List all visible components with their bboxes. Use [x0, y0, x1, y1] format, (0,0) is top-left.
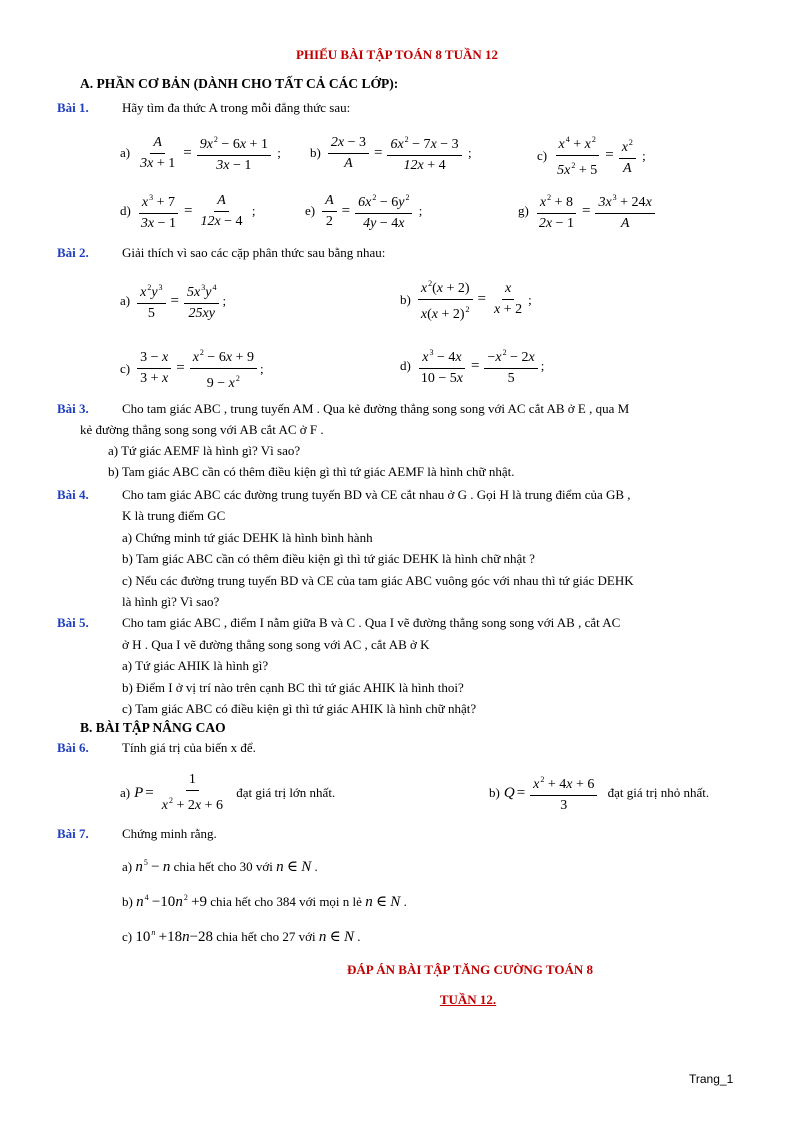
answer-heading: ĐÁP ÁN BÀI TẬP TĂNG CƯỜNG TOÁN 8 — [347, 962, 593, 977]
bai7-c: c) 10n +18n−28 chia hết cho 27 với n ∈ N . — [122, 928, 361, 945]
bai7-c-text: chia hết cho 27 với — [216, 929, 316, 944]
bai5-b: b) Điểm I ở vị trí nào trên cạnh BC thì tứ giác AHIK là hình thoi? — [122, 680, 464, 695]
bai7-b: b) n4 −10n2 +9 chia hết cho 384 với mọi n lẻ n ∈ N . — [122, 893, 407, 910]
bai3-line2: kẻ đường thẳng song song với AB cắt AC ở F . — [80, 422, 324, 437]
bai5-a: a) Tứ giác AHIK là hình gì? — [122, 658, 269, 673]
bai3-b: b) Tam giác ABC cần có thêm điều kiện gì thì tứ giác AEMF là hình chữ nhật. — [108, 464, 515, 479]
bai1-eq-c: c) $\frac{x4 + x2}{5x2 + 5}$ = $\frac{x2}{A}$ ; — [537, 132, 650, 179]
bai2-eq-c: c) $\frac{3 - x}{3 + x}$ = $\frac{x2 - 6x + 9}{9 - x2}$ ; — [120, 345, 268, 392]
bai3-a: a) Tứ giác AEMF là hình gì? Vì sao? — [108, 443, 301, 458]
bai5-line2: ở H . Qua I vẽ đường thẳng song song với AC , cắt AB ở K — [122, 637, 430, 652]
bai4-label: Bài 4. — [57, 487, 89, 502]
bai1-eq-e: e) $\frac{A}{2}$ = $\frac{6x2 - 6y2}{4y - 4x}$ ; — [305, 190, 426, 232]
bai4-line1: Cho tam giác ABC các đường trung tuyến BD và CE cắt nhau ở G . Gọi H là trung điểm của GB , — [122, 487, 631, 502]
bai2-eq-b: b) $\frac{x2(x + 2)}{x(x + 2)2}$ = $\frac{x}{x + 2}$ ; — [400, 276, 536, 323]
bai4-a: a) Chứng minh tứ giác DEHK là hình bình hành — [122, 530, 373, 545]
bai7-b-text: chia hết cho 384 với mọi n lẻ — [210, 894, 362, 909]
section-b-heading: B. BÀI TẬP NÂNG CAO — [80, 720, 226, 735]
section-a-heading: A. PHẦN CƠ BẢN (DÀNH CHO TẤT CẢ CÁC LỚP): — [80, 76, 399, 91]
bai6-a-suffix: đạt giá trị lớn nhất. — [236, 785, 336, 800]
bai7-label: Bài 7. — [57, 826, 89, 841]
bai6-b-suffix: đạt giá trị nhỏ nhất. — [607, 785, 710, 800]
bai6-label: Bài 6. — [57, 740, 89, 755]
bai5-line1: Cho tam giác ABC , điểm I nằm giữa B và C . Qua I vẽ đường thẳng song song với AB , cắt AC — [122, 615, 621, 630]
bai1-eq-b: b) $\frac{2x - 3}{A}$ = $\frac{6x2 - 7x - 3}{12x + 4}$ ; — [310, 132, 476, 174]
bai3-label: Bài 3. — [57, 401, 89, 416]
bai4-line2: K là trung điểm GC — [122, 508, 226, 523]
bai1-eq-d: d) $\frac{x3 + 7}{3x - 1}$ = $\frac{A}{12x - 4}$ ; — [120, 190, 259, 232]
bai7-text: Chứng minh rằng. — [122, 826, 217, 841]
bai2-eq-a: a) $\frac{x2y3}{5}$ = $\frac{5x3y4}{25xy}$ ; — [120, 280, 230, 322]
bai4-b: b) Tam giác ABC cần có thêm điều kiện gì thì tứ giác DEHK là hình chữ nhật ? — [122, 551, 535, 566]
bai6-eq-b: b) Q = $\frac{x2 + 4x + 6}{3}$ đạt giá trị nhỏ nhất. — [489, 772, 709, 814]
bai2-eq-d: d) $\frac{x3 - 4x}{10 - 5x}$ = $\frac{-x2 - 2x}{5}$ ; — [400, 345, 548, 387]
bai4-c2: là hình gì? Vì sao? — [122, 594, 220, 609]
bai1-eq-a: a) $\frac{A}{3x + 1}$ = $\frac{9x2 - 6x + 1}{3x - 1}$ ; — [120, 132, 285, 174]
bai1-label: Bài 1. — [57, 100, 89, 115]
page-number: Trang_1 — [689, 1072, 734, 1086]
bai4-c1: c) Nếu các đường trung tuyến BD và CE của tam giác ABC vuông góc với nhau thì tứ giác DEHK — [122, 573, 634, 588]
page-title: PHIẾU BÀI TẬP TOÁN 8 TUẦN 12 — [295, 47, 499, 62]
bai6-text: Tính giá trị của biến x để. — [122, 740, 256, 755]
answer-week: TUẦN 12. — [439, 992, 497, 1007]
bai7-a: a) n5 − n chia hết cho 30 với n ∈ N . — [122, 858, 318, 875]
bai2-label: Bài 2. — [57, 245, 89, 260]
bai5-label: Bài 5. — [57, 615, 89, 630]
bai5-c: c) Tam giác ABC có điều kiện gì thì tứ giác AHIK là hình chữ nhật? — [122, 701, 477, 716]
bai1-text: Hãy tìm đa thức A trong mỗi đẳng thức sau: — [122, 100, 351, 115]
bai7-a-text: chia hết cho 30 với — [173, 859, 273, 874]
bai6-eq-a: a) P = $\frac{1}{x2 + 2x + 6}$ đạt giá trị lớn nhất. — [120, 772, 336, 813]
bai3-line1: Cho tam giác ABC , trung tuyến AM . Qua kẻ đường thẳng song song với AC cắt AB ở E , qua M — [122, 401, 630, 416]
bai1-eq-g: g) $\frac{x2 + 8}{2x - 1}$ = $\frac{3x3 + 24x}{A}$ — [518, 190, 658, 232]
bai2-text: Giải thích vì sao các cặp phân thức sau bằng nhau: — [122, 245, 386, 260]
